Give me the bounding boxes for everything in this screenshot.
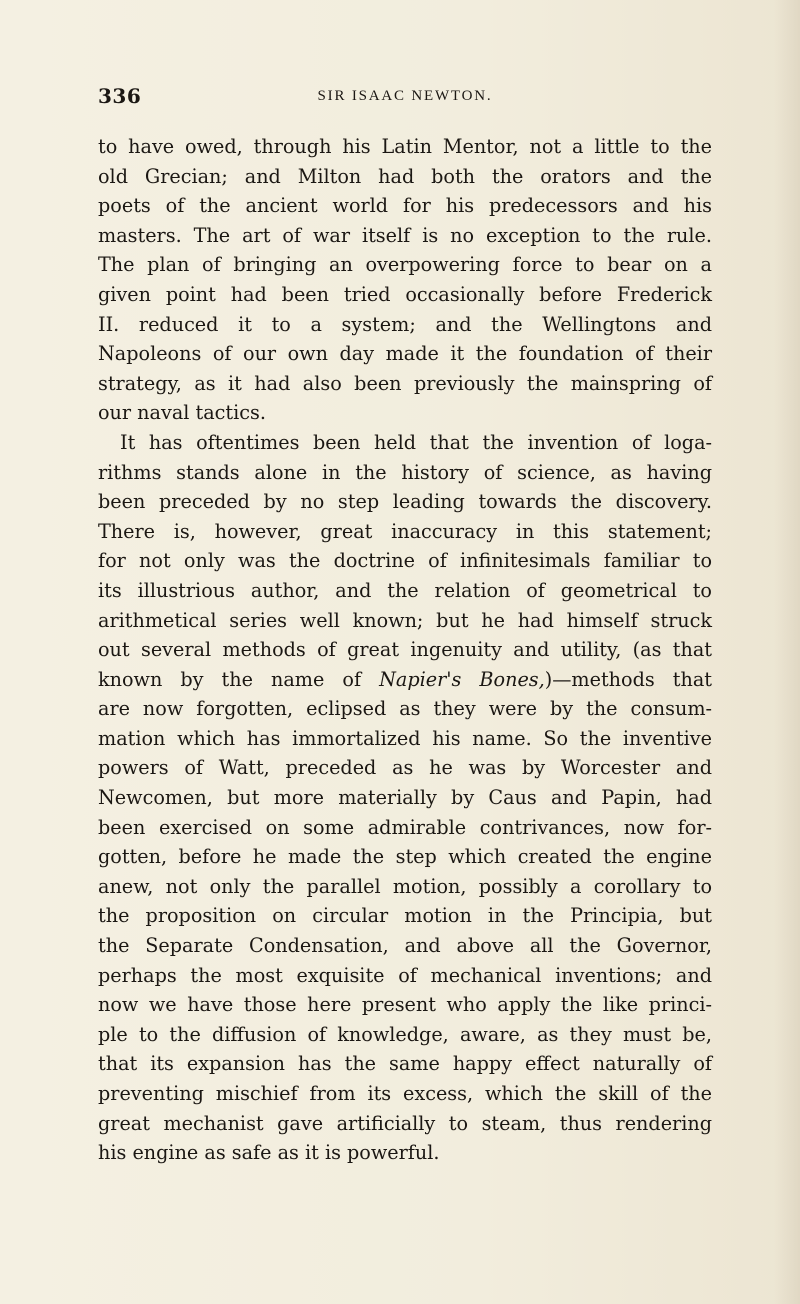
paragraph-end-line: his engine as safe as it is powerful. xyxy=(98,1141,440,1165)
text-line: old Grecian; and Milton had both the orators and the xyxy=(98,164,712,188)
text-line: anew, not only the parallel motion, possibly a corollary to xyxy=(98,874,712,898)
text-line: arithmetical series well known; but he had himself struck xyxy=(98,608,712,632)
text-line: mation which has immortalized his name. So the inventive xyxy=(98,726,712,750)
text-line: The plan of bringing an overpowering force to bear on a xyxy=(98,253,712,277)
running-head: SIR ISAAC NEWTON. xyxy=(317,88,493,104)
text-line: masters. The art of war itself is no exception to the rule. xyxy=(98,223,712,247)
text-line: given point had been tried occasionally before Frederick xyxy=(98,282,712,306)
text-line: the proposition on circular motion in the Principia, but xyxy=(98,904,712,928)
page-edge-shadow xyxy=(774,0,800,1304)
text-line: been preceded by no step leading towards the discovery. xyxy=(98,490,712,514)
text-line: that its expansion has the same happy effect naturally of xyxy=(98,1052,712,1076)
text-line: out several methods of great ingenuity and utility, (as that xyxy=(98,638,712,662)
text-line: great mechanist gave artificially to steam, thus rendering xyxy=(98,1111,712,1135)
text-line: II. reduced it to a system; and the Wellingtons and xyxy=(98,312,712,336)
text-line: ple to the diffusion of knowledge, aware, as they must be, xyxy=(98,1022,712,1046)
italic-term: Napier's Bones, xyxy=(379,667,545,691)
text-line: been exercised on some admirable contrivances, now for- xyxy=(98,815,712,839)
text-line: now we have those here present who apply the like princi- xyxy=(98,993,712,1017)
text-line: rithms stands alone in the history of science, as having xyxy=(98,460,712,484)
text-line-with-italic xyxy=(98,665,712,695)
text-line: preventing mischief from its excess, which the skill of the xyxy=(98,1082,712,1105)
page-number: 336 xyxy=(98,84,142,108)
text-line: Newcomen, but more materially by Caus and Papin, had xyxy=(98,786,712,810)
text-line: perhaps the most exquisite of mechanical inventions; and xyxy=(98,963,712,987)
text-line: its illustrious author, and the relation of geometrical to xyxy=(98,578,712,602)
text-line: poets of the ancient world for his predecessors and his xyxy=(98,194,712,218)
text-line: strategy, as it had also been previously the mainspring of xyxy=(98,371,712,395)
text-line: gotten, before he made the step which created the engine xyxy=(98,845,712,869)
text-line: Napoleons of our own day made it the foundation of their xyxy=(98,342,712,366)
text-line: There is, however, great inaccuracy in this statement; xyxy=(98,519,712,543)
text-segment: known by the name of xyxy=(98,667,380,691)
text-line: are now forgotten, eclipsed as they were by the consum- xyxy=(98,697,712,721)
text-segment: )—methods that xyxy=(544,667,712,691)
body-text xyxy=(98,132,712,1168)
text-line: to have owed, through his Latin Mentor, not a little to the xyxy=(98,135,712,158)
text-line: for not only was the doctrine of infinitesimals familiar to xyxy=(98,549,712,573)
paragraph-start-line: It has oftentimes been held that the invention of loga- xyxy=(120,430,712,454)
page-header xyxy=(98,84,712,110)
paragraph-end-line: our naval tactics. xyxy=(98,401,266,425)
text-line: powers of Watt, preceded as he was by Worcester and xyxy=(98,756,712,780)
text-line: the Separate Condensation, and above all the Governor, xyxy=(98,934,712,958)
